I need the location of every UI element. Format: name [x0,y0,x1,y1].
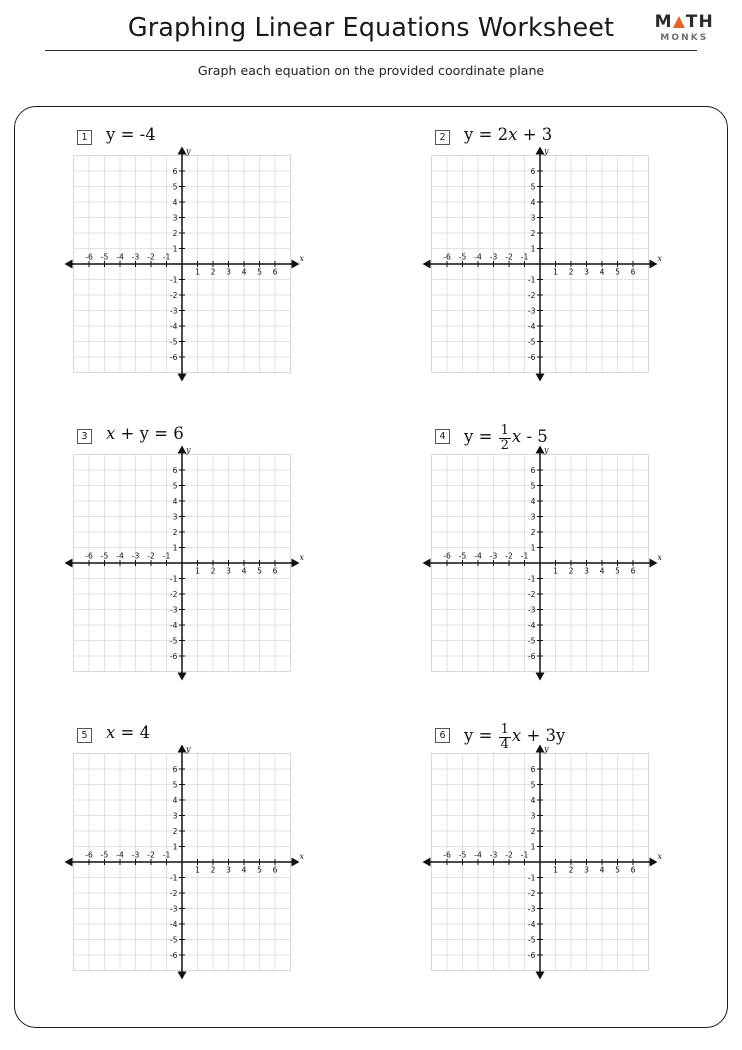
svg-text:5: 5 [257,566,262,576]
equation-part: + y = 6 [115,424,184,443]
equation-part: x [106,424,116,443]
svg-text:2: 2 [568,267,574,277]
svg-text:-6: -6 [527,651,536,661]
svg-text:6: 6 [530,465,536,475]
equation-part: x [106,723,116,742]
fraction-numerator: 1 [500,423,509,438]
svg-text:3: 3 [172,213,178,223]
problem-6 [373,723,703,971]
fraction [499,424,511,452]
svg-text:-6: -6 [85,252,93,262]
svg-text:3: 3 [584,865,589,875]
page-title: Graphing Linear Equations Worksheet [127,13,615,43]
svg-text:1: 1 [530,842,536,852]
svg-text:-4: -4 [116,252,124,262]
svg-text:-6: -6 [443,252,451,262]
svg-text:y: y [186,445,191,455]
svg-text:-2: -2 [169,290,178,300]
svg-text:x: x [299,852,305,861]
svg-text:-4: -4 [116,850,124,860]
svg-text:6: 6 [630,865,636,875]
problem-number: 6 [435,728,450,743]
problem-5 [15,723,345,971]
svg-text:-3: -3 [527,306,536,316]
svg-text:3: 3 [226,566,231,576]
svg-text:3: 3 [172,512,178,522]
svg-text:y: y [544,445,549,455]
svg-text:-4: -4 [169,620,178,630]
svg-text:1: 1 [553,566,558,576]
equation-prefix: y = [464,426,498,446]
equation-variable: x [511,426,522,446]
svg-text:-4: -4 [169,321,178,331]
svg-text:-6: -6 [85,551,93,561]
svg-text:1: 1 [530,244,536,254]
svg-text:-5: -5 [458,850,467,860]
svg-text:4: 4 [172,496,178,506]
svg-text:-1: -1 [162,252,171,262]
svg-text:5: 5 [615,865,620,875]
svg-text:-3: -3 [131,850,140,860]
svg-text:4: 4 [599,865,605,875]
svg-text:-5: -5 [100,850,109,860]
svg-text:5: 5 [615,566,620,576]
problem-equation [464,125,552,144]
svg-text:-1: -1 [520,252,529,262]
svg-text:-2: -2 [527,290,536,300]
svg-text:-5: -5 [527,935,536,945]
svg-text:-2: -2 [147,252,155,262]
problem-number: 4 [435,429,450,444]
svg-text:5: 5 [172,780,178,790]
worksheet-header [0,0,742,78]
svg-text:2: 2 [210,267,216,277]
svg-text:3: 3 [584,267,589,277]
svg-text:-5: -5 [169,636,178,646]
svg-text:-3: -3 [131,551,140,561]
svg-text:-1: -1 [520,850,529,860]
svg-text:1: 1 [553,865,558,875]
problem-number: 1 [77,130,92,145]
svg-text:4: 4 [241,865,247,875]
svg-text:3: 3 [226,267,231,277]
svg-text:4: 4 [530,197,536,207]
problem-number: 3 [77,429,92,444]
svg-text:5: 5 [530,481,536,491]
problem-equation [464,424,548,452]
coordinate-plane[interactable] [73,146,305,373]
svg-text:-3: -3 [489,252,498,262]
svg-text:-2: -2 [147,551,155,561]
equation-variable: x [511,725,522,745]
svg-text:2: 2 [210,566,216,576]
svg-text:-6: -6 [527,950,536,960]
svg-text:1: 1 [530,543,536,553]
svg-text:-1: -1 [169,574,178,584]
svg-text:-5: -5 [527,337,536,347]
problem-equation [106,125,156,144]
svg-text:-6: -6 [85,850,93,860]
svg-text:-2: -2 [505,850,513,860]
mathmonks-logo [655,14,714,43]
logo-wordmark [655,14,714,31]
equation-part: = 4 [115,723,151,742]
coordinate-plane[interactable] [73,445,305,672]
svg-text:2: 2 [172,527,178,537]
equation-part: y [106,125,116,144]
problem-3 [15,424,345,672]
svg-text:x: x [657,254,663,263]
svg-text:3: 3 [530,811,536,821]
svg-text:-5: -5 [100,551,109,561]
svg-text:-5: -5 [169,935,178,945]
svg-text:6: 6 [172,465,178,475]
page-subtitle: Graph each equation on the provided coordinate plane [197,63,545,79]
svg-text:-3: -3 [169,904,178,914]
svg-text:6: 6 [272,566,278,576]
svg-text:-5: -5 [100,252,109,262]
svg-text:6: 6 [172,764,178,774]
logo-text-left: M [654,12,673,32]
triangle-icon [673,16,685,28]
svg-text:6: 6 [630,267,636,277]
svg-text:3: 3 [584,566,589,576]
svg-text:5: 5 [530,780,536,790]
problems-grid [15,107,727,1027]
svg-text:1: 1 [172,244,178,254]
title-divider [45,50,697,51]
svg-text:4: 4 [530,496,536,506]
svg-text:4: 4 [599,267,605,277]
svg-text:y: y [186,744,191,754]
svg-text:4: 4 [172,197,178,207]
svg-text:-1: -1 [169,275,178,285]
svg-text:-3: -3 [489,850,498,860]
equation-suffix: + 3y [521,725,566,745]
svg-text:6: 6 [530,764,536,774]
svg-text:5: 5 [172,182,178,192]
svg-text:5: 5 [530,182,536,192]
svg-text:2: 2 [210,865,216,875]
svg-text:-1: -1 [527,574,536,584]
svg-text:6: 6 [530,166,536,176]
svg-text:-1: -1 [520,551,529,561]
fraction-denominator: 2 [500,437,509,453]
svg-text:2: 2 [172,826,178,836]
svg-text:-6: -6 [527,352,536,362]
svg-text:-5: -5 [458,252,467,262]
svg-text:4: 4 [599,566,605,576]
problem-number: 2 [435,130,450,145]
svg-text:-1: -1 [162,551,171,561]
svg-text:3: 3 [530,512,536,522]
svg-text:-5: -5 [458,551,467,561]
svg-text:-2: -2 [169,888,178,898]
svg-text:-4: -4 [527,620,536,630]
svg-text:x: x [299,254,305,263]
fraction-denominator: 4 [500,736,509,752]
svg-text:-4: -4 [474,252,482,262]
svg-text:-5: -5 [169,337,178,347]
svg-text:-3: -3 [489,551,498,561]
svg-text:2: 2 [172,228,178,238]
svg-text:-2: -2 [527,589,536,599]
problem-equation [464,723,565,751]
svg-text:6: 6 [272,267,278,277]
problem-number: 5 [77,728,92,743]
svg-text:-3: -3 [131,252,140,262]
svg-text:-6: -6 [169,651,178,661]
svg-text:1: 1 [195,267,200,277]
coordinate-plane[interactable] [73,744,305,971]
svg-text:4: 4 [241,566,247,576]
equation-part: + 3 [517,125,553,144]
svg-text:5: 5 [615,267,620,277]
svg-text:-2: -2 [169,589,178,599]
svg-text:x: x [657,852,663,861]
svg-text:5: 5 [257,865,262,875]
problem-1 [15,125,345,373]
equation-part: y [464,125,474,144]
problem-2 [373,125,703,373]
svg-text:2: 2 [530,228,536,238]
logo-subtext: MONKS [660,33,709,43]
svg-text:3: 3 [226,865,231,875]
svg-text:1: 1 [172,842,178,852]
svg-text:1: 1 [195,865,200,875]
svg-text:4: 4 [172,795,178,805]
svg-text:1: 1 [172,543,178,553]
worksheet-body [14,106,728,1028]
svg-text:6: 6 [630,566,636,576]
svg-text:y: y [544,744,549,754]
equation-prefix: y = [464,725,498,745]
svg-text:-2: -2 [505,252,513,262]
svg-text:-3: -3 [527,605,536,615]
svg-text:-1: -1 [527,275,536,285]
svg-text:x: x [299,553,305,562]
svg-text:4: 4 [241,267,247,277]
equation-suffix: - 5 [521,426,548,446]
coordinate-plane[interactable] [431,744,663,971]
logo-text-right: TH [685,12,714,32]
svg-text:1: 1 [195,566,200,576]
svg-text:6: 6 [272,865,278,875]
svg-text:-3: -3 [169,306,178,316]
svg-text:-4: -4 [527,919,536,929]
svg-text:-6: -6 [443,850,451,860]
problem-equation [106,424,184,443]
svg-text:2: 2 [568,566,574,576]
svg-text:-2: -2 [505,551,513,561]
svg-text:5: 5 [172,481,178,491]
svg-text:-6: -6 [443,551,451,561]
svg-text:3: 3 [530,213,536,223]
svg-text:5: 5 [257,267,262,277]
svg-text:-3: -3 [527,904,536,914]
svg-text:2: 2 [530,826,536,836]
svg-text:-1: -1 [162,850,171,860]
fraction [499,723,511,751]
problem-equation [106,723,150,742]
svg-text:-4: -4 [169,919,178,929]
svg-text:-4: -4 [527,321,536,331]
svg-text:4: 4 [530,795,536,805]
svg-text:1: 1 [553,267,558,277]
svg-text:-4: -4 [474,551,482,561]
svg-text:-1: -1 [169,873,178,883]
svg-text:6: 6 [172,166,178,176]
svg-text:-4: -4 [474,850,482,860]
equation-part: = 2 [473,125,509,144]
svg-text:-3: -3 [169,605,178,615]
svg-text:y: y [544,146,549,156]
svg-text:2: 2 [530,527,536,537]
equation-part: = -4 [115,125,156,144]
svg-text:-2: -2 [147,850,155,860]
svg-text:3: 3 [172,811,178,821]
svg-text:-6: -6 [169,950,178,960]
svg-text:-1: -1 [527,873,536,883]
equation-part: x [508,125,518,144]
problem-4 [373,424,703,672]
svg-text:-6: -6 [169,352,178,362]
svg-text:-2: -2 [527,888,536,898]
svg-text:y: y [186,146,191,156]
svg-text:-5: -5 [527,636,536,646]
fraction-numerator: 1 [500,722,509,737]
coordinate-plane[interactable] [431,445,663,672]
svg-text:-4: -4 [116,551,124,561]
coordinate-plane[interactable] [431,146,663,373]
svg-text:2: 2 [568,865,574,875]
svg-text:x: x [657,553,663,562]
